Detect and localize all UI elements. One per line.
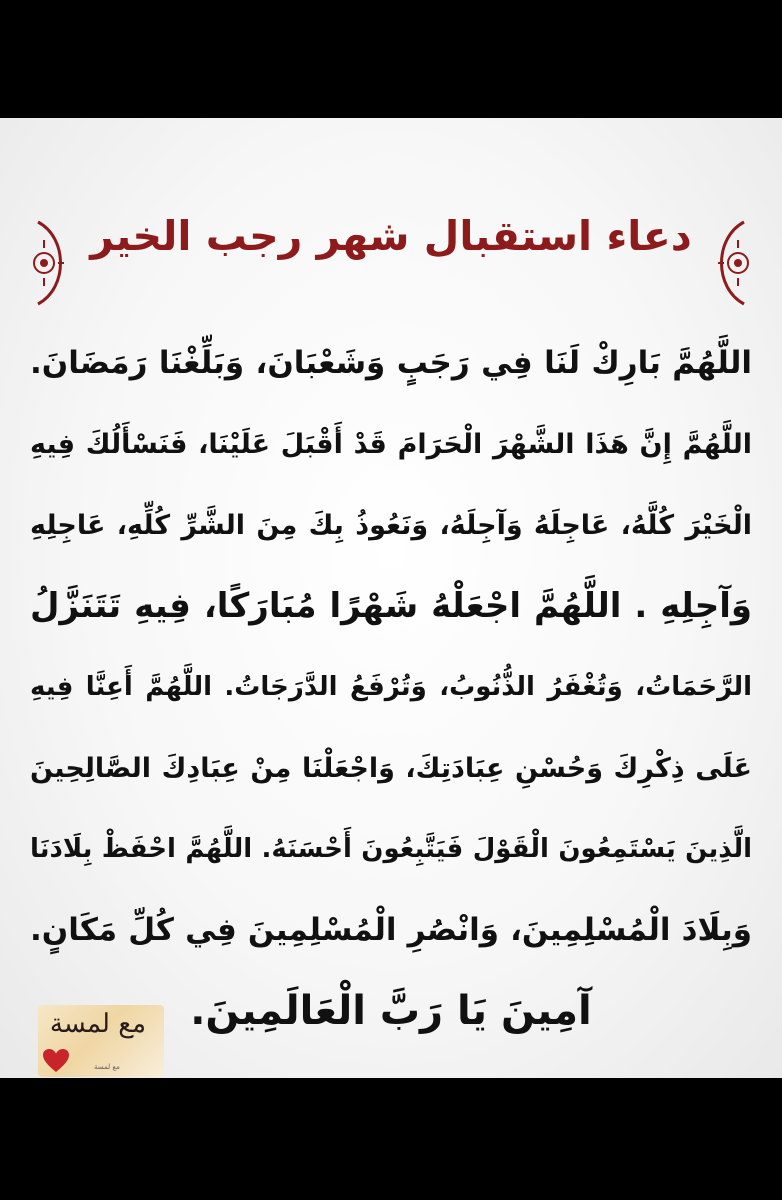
watermark-logo <box>38 1005 164 1077</box>
dua-line: اللَّهُمَّ بَارِكْ لَنَا فِي رَجَبٍ وَشَعْبَانَ، وَبَلِّغْنَا رَمَضَانَ. <box>30 345 752 381</box>
dua-line: وَبِلَادَ الْمُسْلِمِينَ، وَانْصُرِ الْمُسْلِمِينَ فِي كُلِّ مَكَانٍ. <box>30 912 752 948</box>
logo-caption: مع لمسة <box>94 1063 120 1071</box>
floral-ornament-icon <box>704 218 764 308</box>
bottom-black-band <box>0 1078 782 1200</box>
title-banner <box>0 168 782 338</box>
dua-line: عَلَى ذِكْرِكَ وَحُسْنِ عِبَادَتِكَ، وَاجْعَلْنَا مِنْ عِبَادِكَ الصَّالِحِينَ <box>30 753 752 784</box>
dua-line: الَّذِينَ يَسْتَمِعُونَ الْقَوْلَ فَيَتَّبِعُونَ أَحْسَنَهُ. اللَّهُمَّ احْفَظْ بِلَادَنَا <box>30 834 752 864</box>
top-black-band <box>0 0 782 118</box>
dua-text <box>30 323 752 1052</box>
dua-line: الْخَيْرَ كُلَّهُ، عَاجِلَهُ وَآجِلَهُ، وَنَعُوذُ بِكَ مِنَ الشَّرِّ كُلِّهِ، عَاجِلِهِ <box>30 510 752 541</box>
logo-text: مع لمسة <box>49 1009 146 1039</box>
heart-icon <box>42 1047 70 1075</box>
dua-card <box>0 118 782 1078</box>
dua-closing-line: آمِينَ يَا رَبَّ الْعَالَمِينَ. <box>190 988 592 1034</box>
dua-line: اللَّهُمَّ إِنَّ هَذَا الشَّهْرَ الْحَرَامَ قَدْ أَقْبَلَ عَلَيْنَا، فَنَسْأَلُكَ فِيهِ <box>30 429 752 460</box>
dua-line: وَآجِلِهِ . اللَّهُمَّ اجْعَلْهُ شَهْرًا مُبَارَكًا، فِيهِ تَتَنَزَّلُ <box>30 586 752 626</box>
floral-ornament-icon <box>18 218 78 308</box>
page-title: دعاء استقبال شهر رجب الخير <box>90 212 692 260</box>
dua-line: الرَّحَمَاتُ، وَتُغْفَرُ الذُّنُوبُ، وَتُرْفَعُ الدَّرَجَاتُ. اللَّهُمَّ أَعِنَّا فِيهِ <box>30 672 752 702</box>
